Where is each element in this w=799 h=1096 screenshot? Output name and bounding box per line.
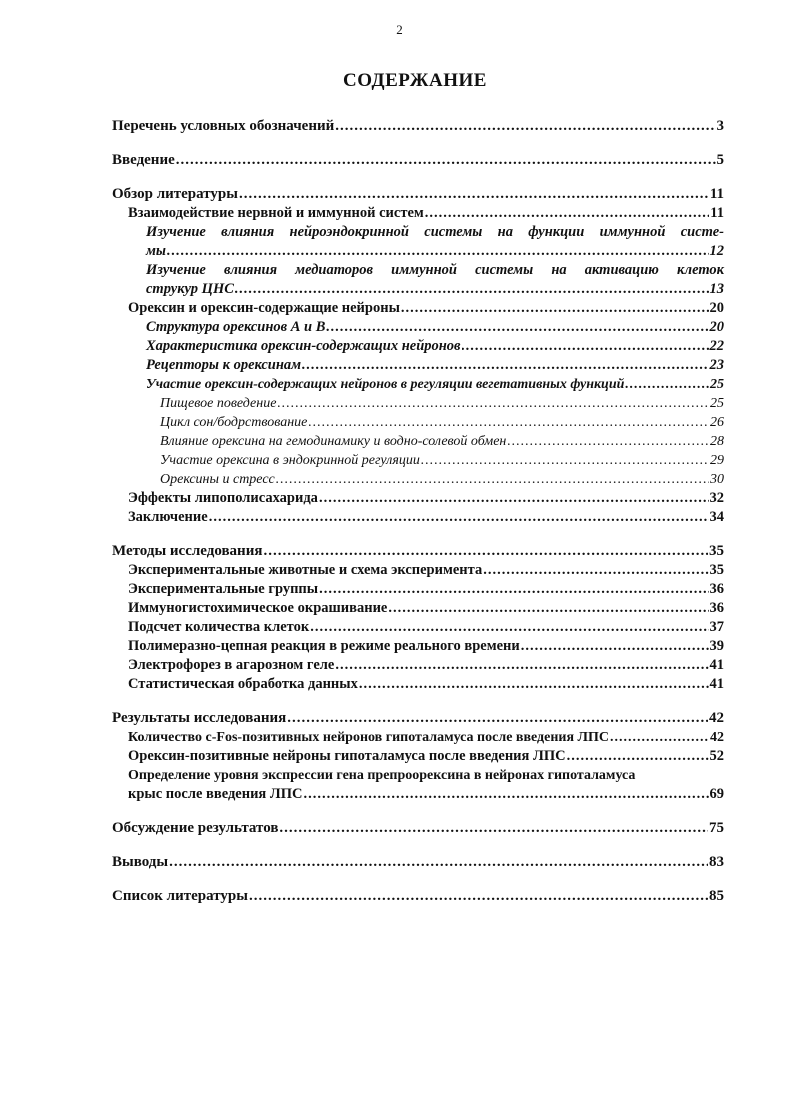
toc-entry-label: Экспериментальные животные и схема эксперимента bbox=[128, 562, 483, 578]
toc-entry-conclusion[interactable] bbox=[112, 508, 724, 527]
toc-entry-orexin-structure[interactable] bbox=[112, 318, 724, 337]
toc-entry-label: крыс после введения ЛПС bbox=[128, 786, 303, 802]
toc-entry-immunohistochemistry[interactable] bbox=[112, 599, 724, 618]
toc-entry-label: Орексин и орексин-содержащие нейроны bbox=[128, 300, 400, 316]
toc-entry-label: Статистическая обработка данных bbox=[128, 676, 358, 692]
toc-entry-groups[interactable] bbox=[112, 580, 724, 599]
toc-entry-label: Полимеразно-цепная реакция в режиме реального времени bbox=[128, 638, 520, 654]
leader-dots bbox=[279, 819, 708, 838]
toc-entry-wrapped-line: Изучение влияния нейроэндокринной системы на функции иммунной систе- bbox=[146, 224, 724, 240]
toc-entry-page: 35 bbox=[709, 543, 724, 559]
toc-entry-page: 20 bbox=[709, 319, 724, 335]
leader-dots bbox=[277, 394, 709, 413]
leader-dots bbox=[326, 318, 708, 337]
toc-entry-label: Участие орексин-содержащих нейронов в регуляции вегетативных функций bbox=[146, 377, 625, 392]
toc-entry-page: 83 bbox=[709, 854, 724, 870]
toc-entry-feeding[interactable] bbox=[112, 394, 724, 413]
toc-entry-label: Эффекты липополисахарида bbox=[128, 490, 318, 506]
toc-entry-page: 29 bbox=[710, 453, 724, 468]
toc-entry-page: 12 bbox=[709, 243, 724, 259]
toc-entry-conclusions[interactable] bbox=[112, 853, 724, 872]
toc-entry-page: 36 bbox=[709, 600, 724, 616]
toc-entry-page: 25 bbox=[710, 396, 724, 411]
toc-entry-label: струкур ЦНС bbox=[146, 281, 234, 297]
toc-entry-discussion[interactable] bbox=[112, 819, 724, 838]
leader-dots bbox=[483, 561, 708, 580]
toc-entry-page: 35 bbox=[709, 562, 724, 578]
toc-entry-page: 52 bbox=[709, 748, 724, 764]
toc-entry-orexin-receptors[interactable] bbox=[112, 356, 724, 375]
toc-entry-statistics[interactable] bbox=[112, 675, 724, 694]
leader-dots bbox=[625, 375, 709, 394]
toc-entry-page: 41 bbox=[709, 676, 724, 692]
leader-dots bbox=[462, 337, 709, 356]
toc-entry-page: 23 bbox=[709, 357, 724, 373]
leader-dots bbox=[388, 599, 708, 618]
toc-entry-label: Обсуждение результатов bbox=[112, 820, 279, 836]
toc-entry-abbreviations[interactable] bbox=[112, 117, 724, 136]
toc-entry-label: Цикл сон/бодрствование bbox=[160, 415, 308, 430]
toc-entry-label: мы bbox=[146, 243, 166, 259]
toc-entry-label: Участие орексина в эндокринной регуляции bbox=[160, 453, 420, 468]
toc-entry-label: Результаты исследования bbox=[112, 710, 287, 726]
table-of-contents bbox=[112, 117, 724, 906]
leader-dots bbox=[319, 580, 708, 599]
toc-entry-page: 11 bbox=[710, 205, 724, 221]
leader-dots bbox=[335, 117, 715, 136]
toc-entry-label: Орексины и стресс bbox=[160, 472, 275, 487]
leader-dots bbox=[521, 637, 709, 656]
toc-entry-page: 39 bbox=[709, 638, 724, 654]
toc-entry-page: 42 bbox=[710, 730, 724, 745]
toc-entry-page: 25 bbox=[710, 377, 724, 392]
leader-dots bbox=[303, 785, 708, 804]
toc-entry-electrophoresis[interactable] bbox=[112, 656, 724, 675]
toc-entry-wrapped-line: Изучение влияния медиаторов иммунной системы на активацию клеток bbox=[146, 262, 724, 278]
toc-entry-vegetative-functions[interactable] bbox=[112, 375, 724, 394]
toc-entry-orexin-positive[interactable] bbox=[112, 747, 724, 766]
toc-entry-nervous-immune[interactable] bbox=[112, 204, 724, 223]
leader-dots bbox=[209, 508, 709, 527]
toc-entry-references[interactable] bbox=[112, 887, 724, 906]
leader-dots bbox=[421, 451, 709, 470]
toc-entry-endocrine[interactable] bbox=[112, 451, 724, 470]
toc-entry-lps-effects[interactable] bbox=[112, 489, 724, 508]
toc-entry-orexin-characteristics[interactable] bbox=[112, 337, 724, 356]
toc-entry-page: 28 bbox=[710, 434, 724, 449]
toc-entry-page: 13 bbox=[709, 281, 724, 297]
toc-entry-label: Влияние орексина на гемодинамику и водно-солевой обмен bbox=[160, 434, 507, 449]
leader-dots bbox=[319, 489, 709, 508]
toc-entry-page: 26 bbox=[710, 415, 724, 430]
leader-dots bbox=[176, 151, 716, 170]
toc-entry-label: Структура орексинов А и В bbox=[146, 319, 326, 335]
toc-entry-page: 22 bbox=[709, 338, 724, 354]
toc-entry-label: Пищевое поведение bbox=[160, 396, 277, 411]
leader-dots bbox=[567, 747, 709, 766]
leader-dots bbox=[276, 470, 709, 489]
toc-entry-page: 69 bbox=[709, 786, 724, 802]
toc-entry-orexin-neurons[interactable] bbox=[112, 299, 724, 318]
toc-entry-hemodynamics[interactable] bbox=[112, 432, 724, 451]
toc-entry-page: 11 bbox=[709, 186, 724, 202]
leader-dots bbox=[310, 618, 708, 637]
toc-entry-page: 41 bbox=[709, 657, 724, 673]
toc-entry-page: 32 bbox=[709, 490, 724, 506]
toc-entry-label: Выводы bbox=[112, 854, 169, 870]
page-title: СОДЕРЖАНИЕ bbox=[343, 70, 487, 91]
leader-dots bbox=[507, 432, 709, 451]
toc-entry-wrapped-line: Определение уровня экспрессии гена препроорексина в нейронах гипоталамуса bbox=[128, 768, 636, 783]
leader-dots bbox=[287, 709, 708, 728]
leader-dots bbox=[425, 204, 710, 223]
toc-entry-literature-review[interactable] bbox=[112, 185, 724, 204]
toc-entry-methods[interactable] bbox=[112, 542, 724, 561]
toc-entry-gene-expression[interactable] bbox=[112, 785, 724, 804]
leader-dots bbox=[610, 728, 709, 747]
toc-entry-page: 34 bbox=[709, 509, 724, 525]
toc-entry-label: Взаимодействие нервной и иммунной систем bbox=[128, 205, 424, 221]
toc-entry-label: Перечень условных обозначений bbox=[112, 118, 335, 134]
toc-entry-page: 3 bbox=[716, 118, 724, 134]
page-number: 2 bbox=[396, 22, 403, 37]
toc-entry-label: Количество c-Fos-позитивных нейронов гипоталамуса после введения ЛПС bbox=[128, 730, 609, 745]
toc-entry-sleep-wake[interactable] bbox=[112, 413, 724, 432]
toc-entry-label: Электрофорез в агарозном геле bbox=[128, 657, 335, 673]
leader-dots bbox=[263, 542, 708, 561]
toc-entry-page: 20 bbox=[709, 300, 724, 316]
toc-entry-page: 30 bbox=[710, 472, 724, 487]
toc-entry-page: 37 bbox=[709, 619, 724, 635]
toc-entry-page: 42 bbox=[709, 710, 724, 726]
toc-entry-introduction[interactable] bbox=[112, 151, 724, 170]
toc-entry-label: Методы исследования bbox=[112, 543, 263, 559]
toc-entry-label: Обзор литературы bbox=[112, 186, 238, 202]
toc-entry-neuroendocrine[interactable] bbox=[112, 242, 724, 261]
leader-dots bbox=[401, 299, 709, 318]
leader-dots bbox=[169, 853, 708, 872]
leader-dots bbox=[302, 356, 708, 375]
toc-entry-label: Орексин-позитивные нейроны гипоталамуса после введения ЛПС bbox=[128, 748, 566, 764]
toc-entry-page: 75 bbox=[709, 820, 724, 836]
toc-entry-label: Список литературы bbox=[112, 888, 248, 904]
toc-entry-cell-count[interactable] bbox=[112, 618, 724, 637]
toc-entry-label: Введение bbox=[112, 152, 175, 168]
toc-entry-pcr[interactable] bbox=[112, 637, 724, 656]
toc-entry-label: Иммуногистохимическое окрашивание bbox=[128, 600, 388, 616]
toc-entry-label: Подсчет количества клеток bbox=[128, 619, 310, 635]
leader-dots bbox=[235, 280, 709, 299]
toc-entry-label: Заключение bbox=[128, 509, 208, 525]
toc-entry-page: 36 bbox=[709, 581, 724, 597]
leader-dots bbox=[308, 413, 709, 432]
toc-entry-page: 5 bbox=[716, 152, 724, 168]
toc-entry-immune-mediators[interactable] bbox=[112, 280, 724, 299]
leader-dots bbox=[167, 242, 709, 261]
toc-entry-label: Характеристика орексин-содержащих нейронов bbox=[146, 338, 461, 354]
toc-entry-stress[interactable] bbox=[112, 470, 724, 489]
leader-dots bbox=[335, 656, 708, 675]
toc-entry-label: Экспериментальные группы bbox=[128, 581, 319, 597]
toc-entry-page: 85 bbox=[709, 888, 724, 904]
leader-dots bbox=[359, 675, 709, 694]
leader-dots bbox=[249, 887, 708, 906]
toc-entry-cfos-neurons[interactable] bbox=[112, 728, 724, 747]
toc-entry-animals[interactable] bbox=[112, 561, 724, 580]
leader-dots bbox=[239, 185, 709, 204]
toc-entry-label: Рецепторы к орексинам bbox=[146, 357, 302, 373]
toc-entry-results[interactable] bbox=[112, 709, 724, 728]
